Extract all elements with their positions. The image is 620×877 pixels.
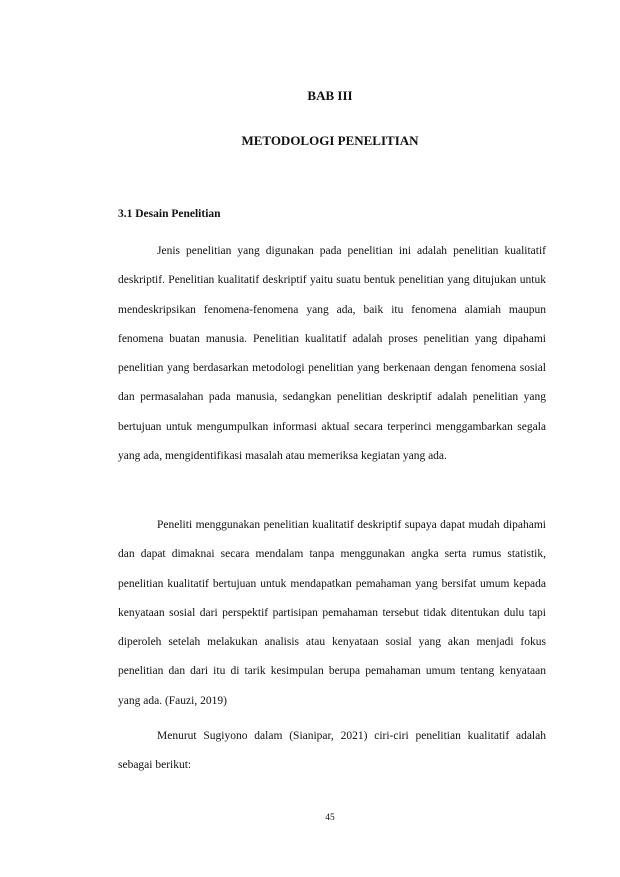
- page-number: 45: [325, 813, 335, 823]
- paragraph-1: [118, 237, 546, 471]
- section-heading: 3.1 Desain Penelitian: [118, 208, 221, 220]
- paragraph-3: [118, 722, 546, 781]
- paragraph-text: Jenis penelitian yang digunakan pada penelitian ini adalah penelitian kualitatif deskriptif. Penelitian kualitatif deskriptif yaitu suatu bentuk penelitian yang ditujukan untuk mendeskripsikan fenomena-fenomena yang ada, baik itu fenomena alamiah maupun fenomena buatan manusia. Penelitian kualitatif adalah proses penelitian yang dipahami penelitian yang berdasarkan metodologi penelitian yang berkenaan dengan fenomena sosial dan permasalahan pada manusia, sedangkan penelitian deskriptif adalah penelitian yang bertujuan untuk mengumpulkan informasi aktual secara terperinci menggambarkan segala yang ada, mengidentifikasi masalah atau memeriksa kegiatan yang ada.: [118, 245, 546, 463]
- chapter-number: BAB III: [307, 88, 353, 103]
- paragraph-text: Menurut Sugiyono dalam (Sianipar, 2021) ciri-ciri penelitian kualitatif adalah sebagai berikut:: [118, 730, 546, 772]
- chapter-title: METODOLOGI PENELITIAN: [241, 133, 419, 148]
- paragraph-text: Peneliti menggunakan penelitian kualitatif deskriptif supaya dapat mudah dipahami dan dapat dimaknai secara mendalam tanpa menggunakan angka serta rumus statistik, penelitian kualitatif bertujuan untuk mendapatkan pemahaman yang bersifat umum kepada kenyataan sosial dari perspektif partisipan pemahaman tersebut tidak ditentukan dulu tapi diperoleh setelah melakukan analisis atau kenyataan sosial yang akan menjadi fokus penelitian dan dari itu di tarik kesimpulan berupa pemahaman umum tentang kenyataan yang ada. (Fauzi, 2019): [118, 519, 546, 707]
- paragraph-2: [118, 511, 546, 716]
